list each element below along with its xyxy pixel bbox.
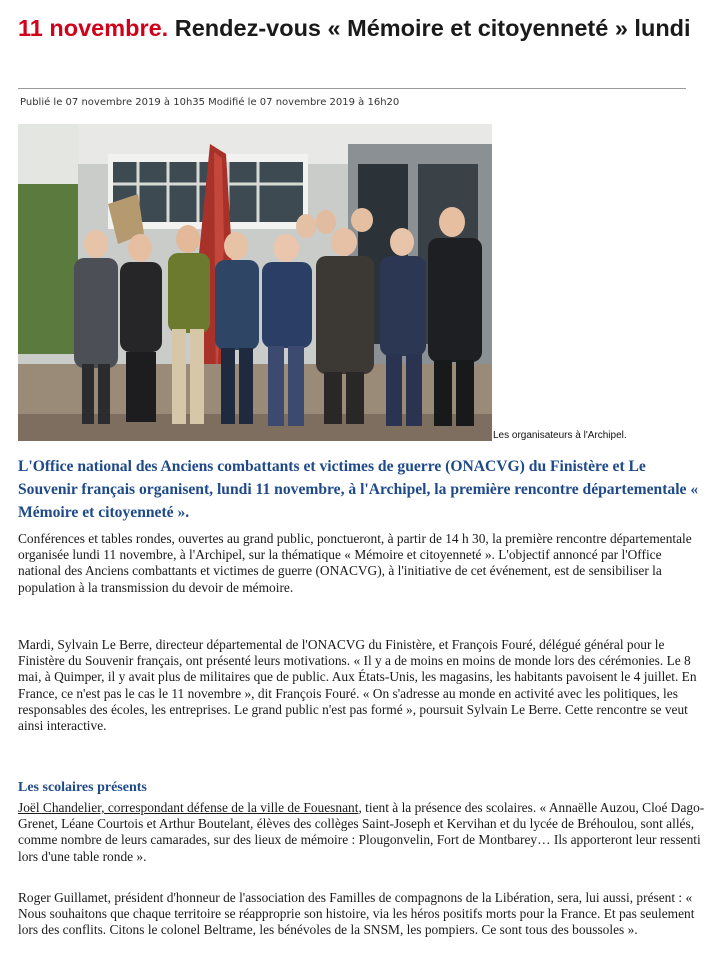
article-subhead: Les scolaires présents [18, 780, 147, 795]
article-photo[interactable] [18, 124, 492, 441]
article-headline [18, 14, 698, 42]
correspondent-link[interactable]: Joël Chandelier, correspondant défense de la ville de Fouesnant [18, 800, 359, 815]
paragraph-3-text: , tient à la présence des scolaires. « Annaëlle Auzou, Cloé Dago-Grenet, Léane Courtois et Arthur Boutelant, élèves des collèges Saint-Joseph et Kervihan et du lycée de Bréhoulou, sont allés, comme nombre de leurs camarades, sur des lieux de mémoire : Plougonvelin, Fort de Montbarey… Ils apporteront leur ressenti lors d'une table ronde ». [18, 800, 705, 864]
article-paragraph-3 [18, 800, 708, 865]
publication-dateline: Publié le 07 novembre 2019 à 10h35 Modifié le 07 novembre 2019 à 16h20 [20, 97, 400, 108]
article-lead: L'Office national des Anciens combattants et victimes de guerre (ONACVG) du Finistère et Le Souvenir français organisent, lundi 11 novembre, à l'Archipel, la première rencontre départementale « Mémoire et citoyenneté ». [18, 458, 699, 521]
headline-title: Rendez-vous « Mémoire et citoyenneté » lundi [168, 15, 691, 41]
photo-caption: Les organisateurs à l'Archipel. [493, 430, 627, 441]
group-photo-illustration [18, 124, 492, 441]
headline-divider [18, 88, 686, 89]
headline-kicker: 11 novembre. [18, 15, 169, 41]
article-paragraph-4: Roger Guillamet, président d'honneur de l'association des Familles de compagnons de la Libération, sera, lui aussi, présent : « Nous souhaitons que chaque territoire se réapproprie son histoire, via les héros positifs morts pour la France. Et pas seulement lors des conflits. Citons le colonel Beltrame, les bénévoles de la SNSM, les pompiers. Ce sont tous des boussoles ». [18, 890, 695, 938]
article-paragraph-2: Mardi, Sylvain Le Berre, directeur départemental de l'ONACVG du Finistère, et François Fouré, délégué général pour le Finistère du Souvenir français, ont présenté leurs motivations. « Il y a de moins en moins de monde lors des cérémonies. Le 8 mai, à Quimper, il y avait plus de militaires que de public. Aux États-Unis, les magasins, les habitants pavoisent le 4 juillet. En France, ce n'est pas le cas le 11 novembre », dit François Fouré. « On s'adresse au monde en activité avec les politiques, les responsables des écoles, les entreprises. Le grand public n'est pas formé », poursuit Sylvain Le Berre. Cette rencontre se veut ainsi interactive. [18, 637, 697, 734]
article-paragraph-1: Conférences et tables rondes, ouvertes au grand public, ponctueront, à partir de 14 h 30, la première rencontre départementale organisée lundi 11 novembre, à l'Archipel, sur la thématique « Mémoire et citoyenneté ». L'objectif annoncé par l'Office national des Anciens combattants et victimes de guerre (ONACVG), à l'initiative de cet événement, est de sensibiliser la population à la transmission du devoir de mémoire. [18, 531, 692, 595]
